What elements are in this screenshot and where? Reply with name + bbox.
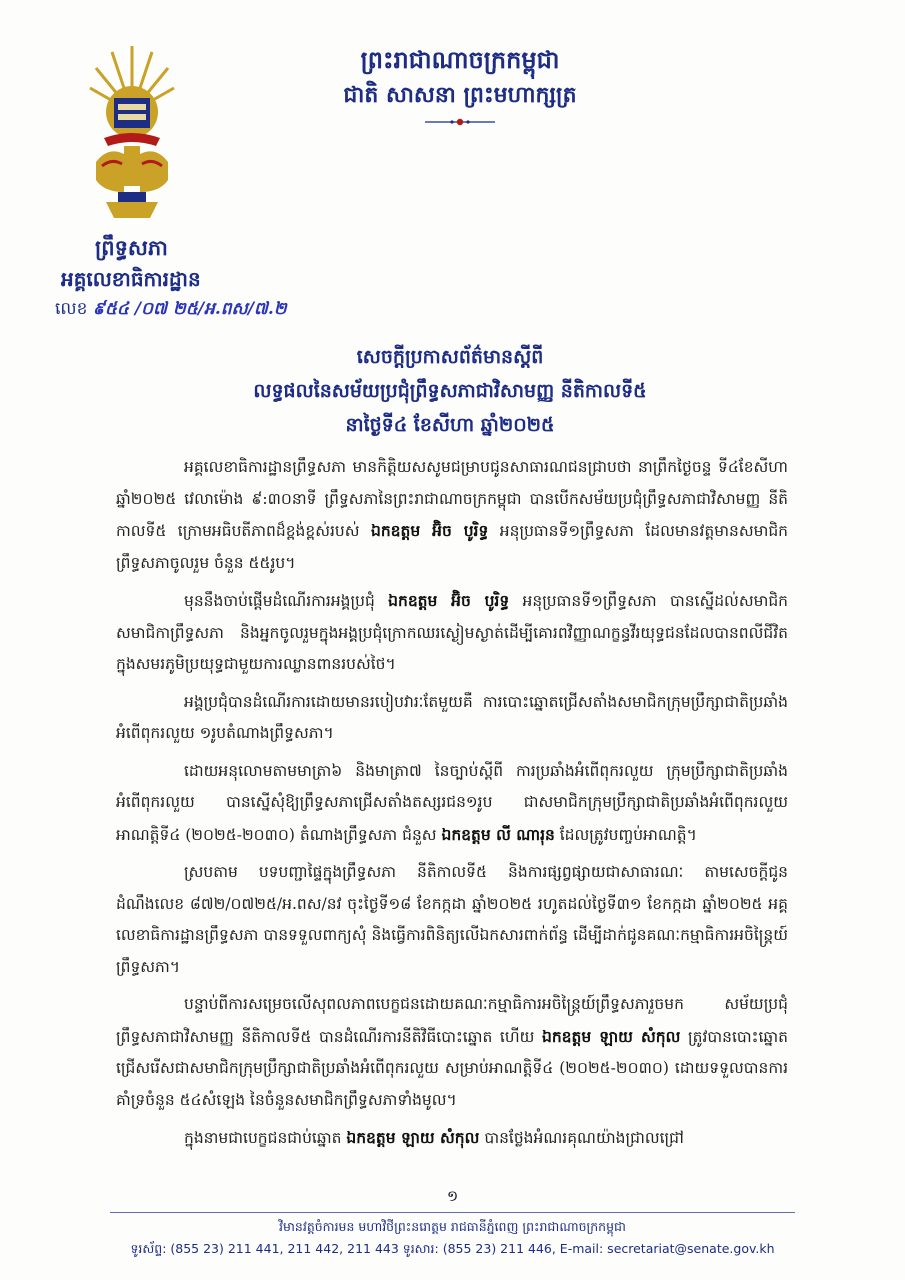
title-line-1: សេចក្តីប្រកាសព័ត៌មានស្តីពី bbox=[356, 346, 544, 368]
kingdom-header bbox=[300, 42, 620, 128]
title-line-2: លទ្ធផលនៃសម័យប្រជុំព្រឹទ្ធសភាជាវិសាមញ្ញ នីតិកាលទី៥ bbox=[253, 380, 647, 402]
document-title bbox=[150, 340, 750, 442]
footer-contact: ទូរស័ព្ទ: (855 23) 211 441, 211 442, 211 443 ទូរសារ: (855 23) 211 446, E-mail: secretariat@senate.gov.kh bbox=[130, 1241, 775, 1256]
paragraph-2-tail: អនុប្រធានទី១ព្រឹទ្ធសភា បានស្នើដល់សមាជិក សមាជិកាព្រឹទ្ធសភា និងអ្នកចូលរួមក្នុងអង្គប្រជុំក្រោកឈរស្ងៀមស្ងាត់ដើម្បីគោរពវិញ្ញាណក្ខន្ធវីរយុទ្ធជនដែលបានពលីជីវិតក្នុងសមរភូមិប្រយុទ្ធជាមួយការឈ្លានពានរបស់ថៃ។ bbox=[116, 592, 789, 673]
national-motto: ជាតិ សាសនា ព្រះមហាក្សត្រ bbox=[343, 82, 577, 108]
footer-divider bbox=[110, 1212, 795, 1213]
paragraph-2 bbox=[116, 585, 788, 681]
paragraph-2-head: មុននឹងចាប់ផ្តើមដំណើរការអង្គប្រជុំ bbox=[184, 592, 375, 610]
reference-number bbox=[55, 294, 287, 324]
paragraph-6-text: បន្ទាប់ពីការសម្រេចលើសុពលភាពបេក្ខជនដោយគណៈកម្មាធិការអចិន្ត្រៃយ៍ព្រឹទ្ធសភារួចមក សម័យប្រជុំព្រឹទ្ធសភាជាវិសាមញ្ញ នីតិកាលទី៥ បានដំណើរការនីតិវិធីបោះឆ្នោត ហើយ bbox=[116, 995, 788, 1046]
reference-prefix: លេខ bbox=[55, 299, 88, 319]
issuer-senate: ព្រឹទ្ធសភា bbox=[95, 235, 168, 260]
paragraph-6-tail: ត្រូវបានបោះឆ្នោតជ្រើសរើសជាសមាជិកក្រុមប្រឹក្សាជាតិប្រឆាំងអំពើពុករលួយ សម្រាប់អាណត្តិទី៤ (២០២៥-២០៣០) ដោយទទួលបានការគាំទ្រចំនួន ៥៤សំឡេង នៃចំនួនសមាជិកព្រឹទ្ធសភាទាំងមូល។ bbox=[116, 1027, 788, 1109]
paragraph-4-name: ឯកឧត្តម លី ណារុន bbox=[441, 824, 555, 844]
footer-address: វិមានវត្តចំការមន មហាវិថីព្រះនរោត្តម រាជធានីភ្នំពេញ ព្រះរាជាណាចក្រកម្ពុជា bbox=[279, 1219, 626, 1234]
paragraph-1-name: ឯកឧត្តម អ៊ិច បូរិទ្ធ bbox=[370, 521, 489, 540]
paragraph-1-tail: អនុប្រធានទី១ព្រឹទ្ធសភា ដែលមានវត្តមានសមាជិកព្រឹទ្ធសភាចូលរួម ចំនួន ៥៥រូប។ bbox=[116, 522, 789, 572]
paragraph-5: ស្របតាម បទបញ្ជាផ្ទៃក្នុងព្រឹទ្ធសភា នីតិកាលទី៥ និងការផ្សព្វផ្សាយជាសាធារណៈ តាមសេចក្តីជូនដំណឹងលេខ ៨៧២/០៧២៥/អ.ពស/នវ ចុះថ្ងៃទី១៨ ខែកក្កដា ឆ្នាំ២០២៥ រហូតដល់ថ្ងៃទី៣១ ខែកក្កដា ឆ្នាំ២០២៥ អគ្គលេខាធិការដ្ឋានព្រឹទ្ធសភា បានទទួលពាក្យសុំ និងធ្វើការពិនិត្យលើឯកសារពាក់ព័ន្ធ ដើម្បីដាក់ជូនគណៈកម្មាធិការអចិន្ត្រៃយ៍ព្រឹទ្ធសភា។ bbox=[116, 863, 788, 976]
paragraph-1-text: អគ្គលេខាធិការដ្ឋានព្រឹទ្ធសភា មានកិត្តិយសសូមជម្រាបជូនសាធារណជនជ្រាបថា នាព្រឹកថ្ងៃចន្ទ ទី៤ខែសីហា ឆ្នាំ២០២៥ វេលាម៉ោង ៩:៣០នាទី ព្រឹទ្ធសភានៃព្រះរាជាណាចក្រកម្ពុជា បានបើកសម័យប្រជុំព្រឹទ្ធសភាជាវិសាមញ្ញ នីតិកាលទី៥ ក្រោមអធិបតីភាពដ៏ខ្ពង់ខ្ពស់របស់ bbox=[116, 458, 788, 540]
paragraph-1 bbox=[116, 452, 788, 579]
paragraph-7-name: ឯកឧត្តម ឡាយ សំកុល bbox=[346, 1128, 480, 1147]
issuer-office: អគ្គលេខាធិការដ្ឋាន bbox=[61, 267, 201, 291]
paragraph-4-tail: ដែលត្រូវបញ្ចប់អាណត្តិ។ bbox=[559, 825, 697, 844]
paragraph-2-name: ឯកឧត្តម អ៊ិច បូរិទ្ធ bbox=[388, 591, 510, 610]
issuer-block bbox=[55, 232, 287, 324]
ornament-divider-icon bbox=[425, 116, 495, 128]
paragraph-7-head: ក្នុងនាមជាបេក្ខជនជាប់ឆ្នោត bbox=[184, 1129, 342, 1147]
paragraph-4 bbox=[116, 756, 788, 852]
paragraph-4-text: ដោយអនុលោមតាមមាត្រា៦ និងមាត្រា៧ នៃច្បាប់ស្តីពី ការប្រឆាំងអំពើពុករលួយ ក្រុមប្រឹក្សាជាតិប្រឆាំងអំពើពុករលួយ បានស្នើសុំឱ្យព្រឹទ្ធសភាជ្រើសតាំងតស្សរជន១រូប ជាសមាជិកក្រុមប្រឹក្សាជាតិប្រឆាំងអំពើពុករលួយអាណត្តិទី៤ (២០២៥-២០៣០) តំណាងព្រឹទ្ធសភា ជំនួស bbox=[116, 761, 788, 844]
title-line-3: នាថ្ងៃទី៤ ខែសីហា ឆ្នាំ២០២៥ bbox=[345, 414, 555, 436]
paragraph-7-tail: បានថ្លែងអំណរគុណយ៉ាងជ្រាលជ្រៅ bbox=[484, 1129, 684, 1147]
reference-handwritten: ៩៥៤ /០៧ ២៥/អ.ពស/៧.២ bbox=[92, 299, 287, 319]
senate-emblem-logo bbox=[88, 42, 176, 224]
paragraph-6-name: ឯកឧត្តម ឡាយ សំកុល bbox=[541, 1026, 681, 1046]
footer bbox=[110, 1216, 795, 1260]
document-body bbox=[116, 452, 788, 1161]
kingdom-name: ព្រះរាជាណាចក្រកម្ពុជា bbox=[360, 45, 560, 74]
paragraph-6 bbox=[116, 989, 788, 1116]
paragraph-7 bbox=[116, 1122, 788, 1155]
paragraph-3: អង្គប្រជុំបានដំណើរការដោយមានរបៀបវារៈតែមួយគឺ ការបោះឆ្នោតជ្រើសតាំងសមាជិកក្រុមប្រឹក្សាជាតិប្រឆាំងអំពើពុករលួយ ១រូបតំណាងព្រឹទ្ធសភា។ bbox=[116, 692, 788, 742]
page-number: ១ bbox=[446, 1187, 459, 1205]
